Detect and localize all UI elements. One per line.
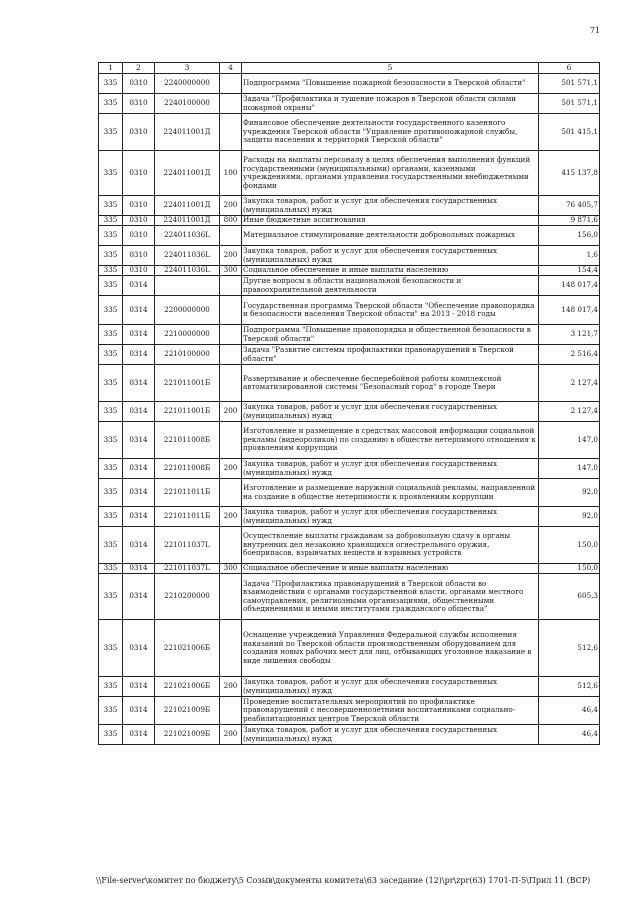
row-expense-type: 200	[220, 677, 242, 697]
row-expense-type: 200	[220, 402, 242, 422]
column-header-2: 2	[123, 63, 155, 74]
row-account-code: 335	[99, 507, 123, 527]
row-expense-type: 800	[220, 216, 242, 226]
row-section-code: 0314	[123, 725, 155, 745]
row-description: Изготовление и размещение наружной социальной рекламы, направленной на создание в обществе нетерпимости к проявлениям коррупции	[242, 479, 539, 507]
row-description: Закупка товаров, работ и услуг для обеспечения государственных (муниципальных) нужд	[242, 507, 539, 527]
row-account-code: 335	[99, 196, 123, 216]
row-expense-type: 200	[220, 507, 242, 527]
row-description: Социальное обеспечение и иные выплаты населению	[242, 564, 539, 574]
row-amount: 2 516,4	[539, 345, 600, 365]
row-amount: 148 017,4	[539, 296, 600, 325]
row-amount: 501 571,1	[539, 74, 600, 94]
row-expense-type	[220, 345, 242, 365]
column-header-1: 1	[99, 63, 123, 74]
row-account-code: 335	[99, 74, 123, 94]
table-row	[99, 325, 600, 345]
row-account-code: 335	[99, 246, 123, 266]
row-expense-type: 200	[220, 459, 242, 479]
row-expense-type	[220, 620, 242, 677]
row-target-code: 2240000000	[155, 74, 220, 94]
row-section-code: 0314	[123, 620, 155, 677]
row-account-code: 335	[99, 620, 123, 677]
row-target-code: 224011001Д	[155, 151, 220, 196]
row-section-code: 0310	[123, 216, 155, 226]
row-target-code: 224011036L	[155, 246, 220, 266]
row-expense-type	[220, 422, 242, 459]
column-header-5: 5	[242, 63, 539, 74]
row-target-code: 224011001Д	[155, 196, 220, 216]
row-expense-type	[220, 296, 242, 325]
row-description: Задача "Развитие системы профилактики правонарушений в Тверской области"	[242, 345, 539, 365]
row-account-code: 335	[99, 459, 123, 479]
table-row	[99, 114, 600, 151]
table-row	[99, 725, 600, 745]
row-amount: 46,4	[539, 697, 600, 725]
row-section-code: 0314	[123, 402, 155, 422]
table-row	[99, 266, 600, 276]
row-amount: 46,4	[539, 725, 600, 745]
row-account-code: 335	[99, 114, 123, 151]
row-target-code	[155, 276, 220, 296]
row-section-code: 0314	[123, 325, 155, 345]
row-amount: 605,3	[539, 574, 600, 620]
table-row	[99, 246, 600, 266]
row-target-code: 221011037L	[155, 527, 220, 564]
row-target-code: 221011011Б	[155, 507, 220, 527]
row-description: Государственная программа Тверской области "Обеспечение правопорядка и безопасности населения Тверской области" на 2013 - 2018 годы	[242, 296, 539, 325]
row-expense-type	[220, 527, 242, 564]
row-expense-type: 300	[220, 564, 242, 574]
row-account-code: 335	[99, 216, 123, 226]
row-section-code: 0314	[123, 345, 155, 365]
table-row	[99, 74, 600, 94]
row-account-code: 335	[99, 151, 123, 196]
row-account-code: 335	[99, 725, 123, 745]
footer-file-path: \\File-server\комитет по бюджету\5 Созыв\документы комитета\63 заседание (12)\pr\zpr(63) 1701-П-5\Прил 11 (ВСР)	[96, 876, 591, 885]
row-description: Оснащение учреждений Управления Федеральной службы исполнения наказаний по Тверской области производственным оборудованием для создания новых рабочих мест для лиц, отбывающих уголовное наказание в виде лишения свободы	[242, 620, 539, 677]
row-target-code: 221011037L	[155, 564, 220, 574]
table-row	[99, 574, 600, 620]
row-section-code: 0314	[123, 296, 155, 325]
table-row	[99, 677, 600, 697]
table-row	[99, 459, 600, 479]
row-section-code: 0310	[123, 246, 155, 266]
row-expense-type	[220, 226, 242, 246]
row-target-code: 221021006Б	[155, 677, 220, 697]
row-target-code: 221011008Б	[155, 459, 220, 479]
table-row	[99, 365, 600, 402]
row-target-code: 2210200000	[155, 574, 220, 620]
row-section-code: 0314	[123, 422, 155, 459]
row-section-code: 0310	[123, 74, 155, 94]
table-row	[99, 620, 600, 677]
row-description: Иные бюджетные ассигнования	[242, 216, 539, 226]
row-section-code: 0314	[123, 697, 155, 725]
row-target-code: 221021009Б	[155, 697, 220, 725]
row-amount: 156,0	[539, 226, 600, 246]
row-amount: 147,0	[539, 459, 600, 479]
column-header-4: 4	[220, 63, 242, 74]
row-account-code: 335	[99, 697, 123, 725]
column-header-6: 6	[539, 63, 600, 74]
row-amount: 148 017,4	[539, 276, 600, 296]
row-amount: 92,0	[539, 479, 600, 507]
row-account-code: 335	[99, 226, 123, 246]
row-amount: 501 571,1	[539, 94, 600, 114]
row-target-code: 221011001Б	[155, 402, 220, 422]
row-amount: 92,0	[539, 507, 600, 527]
table-row	[99, 564, 600, 574]
row-amount: 1,6	[539, 246, 600, 266]
row-description: Закупка товаров, работ и услуг для обеспечения государственных (муниципальных) нужд	[242, 246, 539, 266]
row-target-code: 221021006Б	[155, 620, 220, 677]
row-expense-type: 200	[220, 196, 242, 216]
row-expense-type: 100	[220, 151, 242, 196]
row-account-code: 335	[99, 422, 123, 459]
row-description: Подпрограмма "Повышение пожарной безопасности в Тверской области"	[242, 74, 539, 94]
row-amount: 150,0	[539, 527, 600, 564]
table-row	[99, 345, 600, 365]
row-description: Закупка товаров, работ и услуг для обеспечения государственных (муниципальных) нужд	[242, 459, 539, 479]
column-header-3: 3	[155, 63, 220, 74]
row-account-code: 335	[99, 325, 123, 345]
row-target-code: 2210100000	[155, 345, 220, 365]
row-section-code: 0310	[123, 196, 155, 216]
row-expense-type	[220, 114, 242, 151]
table-row	[99, 422, 600, 459]
table-row	[99, 527, 600, 564]
row-description: Проведение воспитательных мероприятий по профилактике правонарушений с несовершеннолетними воспитанниками социально-реабилитационных центров Тверской области	[242, 697, 539, 725]
row-description: Закупка товаров, работ и услуг для обеспечения государственных (муниципальных) нужд	[242, 677, 539, 697]
row-section-code: 0310	[123, 226, 155, 246]
row-expense-type: 300	[220, 266, 242, 276]
table-row	[99, 196, 600, 216]
row-account-code: 335	[99, 402, 123, 422]
row-description: Развертывание и обеспечение бесперебойной работы комплексной автоматизированной системы "Безопасный город" в городе Твери	[242, 365, 539, 402]
row-target-code: 221011008Б	[155, 422, 220, 459]
row-section-code: 0314	[123, 276, 155, 296]
table-row	[99, 151, 600, 196]
row-description: Другие вопросы в области национальной безопасности и правоохранительной деятельности	[242, 276, 539, 296]
row-expense-type: 200	[220, 725, 242, 745]
table-row	[99, 94, 600, 114]
row-amount: 150,0	[539, 564, 600, 574]
row-account-code: 335	[99, 266, 123, 276]
row-expense-type	[220, 94, 242, 114]
row-section-code: 0314	[123, 479, 155, 507]
row-target-code: 2200000000	[155, 296, 220, 325]
row-description: Задача "Профилактика правонарушений в Тверской области во взаимодействии с органами государственной власти, органами местного самоуправления, религиозными организациями, общественными объединениями и иными институтами гражданского общества"	[242, 574, 539, 620]
row-section-code: 0310	[123, 151, 155, 196]
table-row	[99, 276, 600, 296]
row-account-code: 335	[99, 574, 123, 620]
row-amount: 154,4	[539, 266, 600, 276]
budget-table	[98, 62, 600, 745]
table-body	[99, 74, 600, 745]
row-expense-type	[220, 697, 242, 725]
row-description: Подпрограмма "Повышение правопорядка и общественной безопасности в Тверской области"	[242, 325, 539, 345]
row-description: Изготовление и размещение в средствах массовой информации социальной рекламы (видеороликов) по созданию в обществе нетерпимого отношения к проявлениям коррупции	[242, 422, 539, 459]
row-account-code: 335	[99, 564, 123, 574]
row-description: Расходы на выплаты персоналу в целях обеспечения выполнения функций государственными (муниципальными) органами, казенными учреждениями, органами управления государственными внебюджетными фондами	[242, 151, 539, 196]
row-target-code: 221011011Б	[155, 479, 220, 507]
page-number: 71	[589, 26, 600, 35]
table-row	[99, 479, 600, 507]
row-section-code: 0314	[123, 527, 155, 564]
row-amount: 512,6	[539, 677, 600, 697]
row-amount: 147,0	[539, 422, 600, 459]
row-section-code: 0314	[123, 459, 155, 479]
row-target-code: 2210000000	[155, 325, 220, 345]
row-account-code: 335	[99, 677, 123, 697]
row-target-code: 224011001Д	[155, 114, 220, 151]
row-section-code: 0310	[123, 94, 155, 114]
table-row	[99, 226, 600, 246]
row-expense-type	[220, 574, 242, 620]
row-description: Социальное обеспечение и иные выплаты населению	[242, 266, 539, 276]
row-expense-type	[220, 74, 242, 94]
row-expense-type	[220, 479, 242, 507]
row-amount: 512,6	[539, 620, 600, 677]
row-description: Материальное стимулирование деятельности добровольных пожарных	[242, 226, 539, 246]
row-account-code: 335	[99, 479, 123, 507]
row-section-code: 0314	[123, 574, 155, 620]
row-description: Задача "Профилактика и тушение пожаров в Тверской области силами пожарной охраны"	[242, 94, 539, 114]
table-row	[99, 402, 600, 422]
table-row	[99, 697, 600, 725]
row-amount: 76 405,7	[539, 196, 600, 216]
row-target-code: 2240100000	[155, 94, 220, 114]
table-header-row	[99, 63, 600, 74]
row-description: Закупка товаров, работ и услуг для обеспечения государственных (муниципальных) нужд	[242, 402, 539, 422]
row-target-code: 224011036L	[155, 266, 220, 276]
table-row	[99, 216, 600, 226]
row-account-code: 335	[99, 527, 123, 564]
row-section-code: 0314	[123, 677, 155, 697]
row-amount: 501 415,1	[539, 114, 600, 151]
row-expense-type	[220, 325, 242, 345]
row-section-code: 0314	[123, 564, 155, 574]
row-target-code: 221011001Б	[155, 365, 220, 402]
row-expense-type	[220, 365, 242, 402]
row-section-code: 0314	[123, 507, 155, 527]
row-amount: 2 127,4	[539, 365, 600, 402]
row-description: Финансовое обеспечение деятельности государственного казенного учреждения Тверской области "Управление противопожарной службы, защиты населения и территорий Тверской области"	[242, 114, 539, 151]
row-amount: 415 137,8	[539, 151, 600, 196]
row-description: Осуществление выплаты гражданам за добровольную сдачу в органы внутренних дел незаконно хранящихся огнестрельного оружия, боеприпасов, взрывчатых веществ и взрывных устройств	[242, 527, 539, 564]
row-section-code: 0314	[123, 365, 155, 402]
row-account-code: 335	[99, 296, 123, 325]
row-expense-type	[220, 276, 242, 296]
row-amount: 9 871,6	[539, 216, 600, 226]
row-account-code: 335	[99, 276, 123, 296]
table-row	[99, 296, 600, 325]
row-section-code: 0310	[123, 266, 155, 276]
row-account-code: 335	[99, 365, 123, 402]
row-description: Закупка товаров, работ и услуг для обеспечения государственных (муниципальных) нужд	[242, 196, 539, 216]
row-description: Закупка товаров, работ и услуг для обеспечения государственных (муниципальных) нужд	[242, 725, 539, 745]
row-account-code: 335	[99, 345, 123, 365]
row-target-code: 224011036L	[155, 226, 220, 246]
row-amount: 2 127,4	[539, 402, 600, 422]
row-account-code: 335	[99, 94, 123, 114]
row-target-code: 221021009Б	[155, 725, 220, 745]
row-target-code: 224011001Д	[155, 216, 220, 226]
row-expense-type: 200	[220, 246, 242, 266]
row-amount: 3 121,7	[539, 325, 600, 345]
row-section-code: 0310	[123, 114, 155, 151]
table-row	[99, 507, 600, 527]
